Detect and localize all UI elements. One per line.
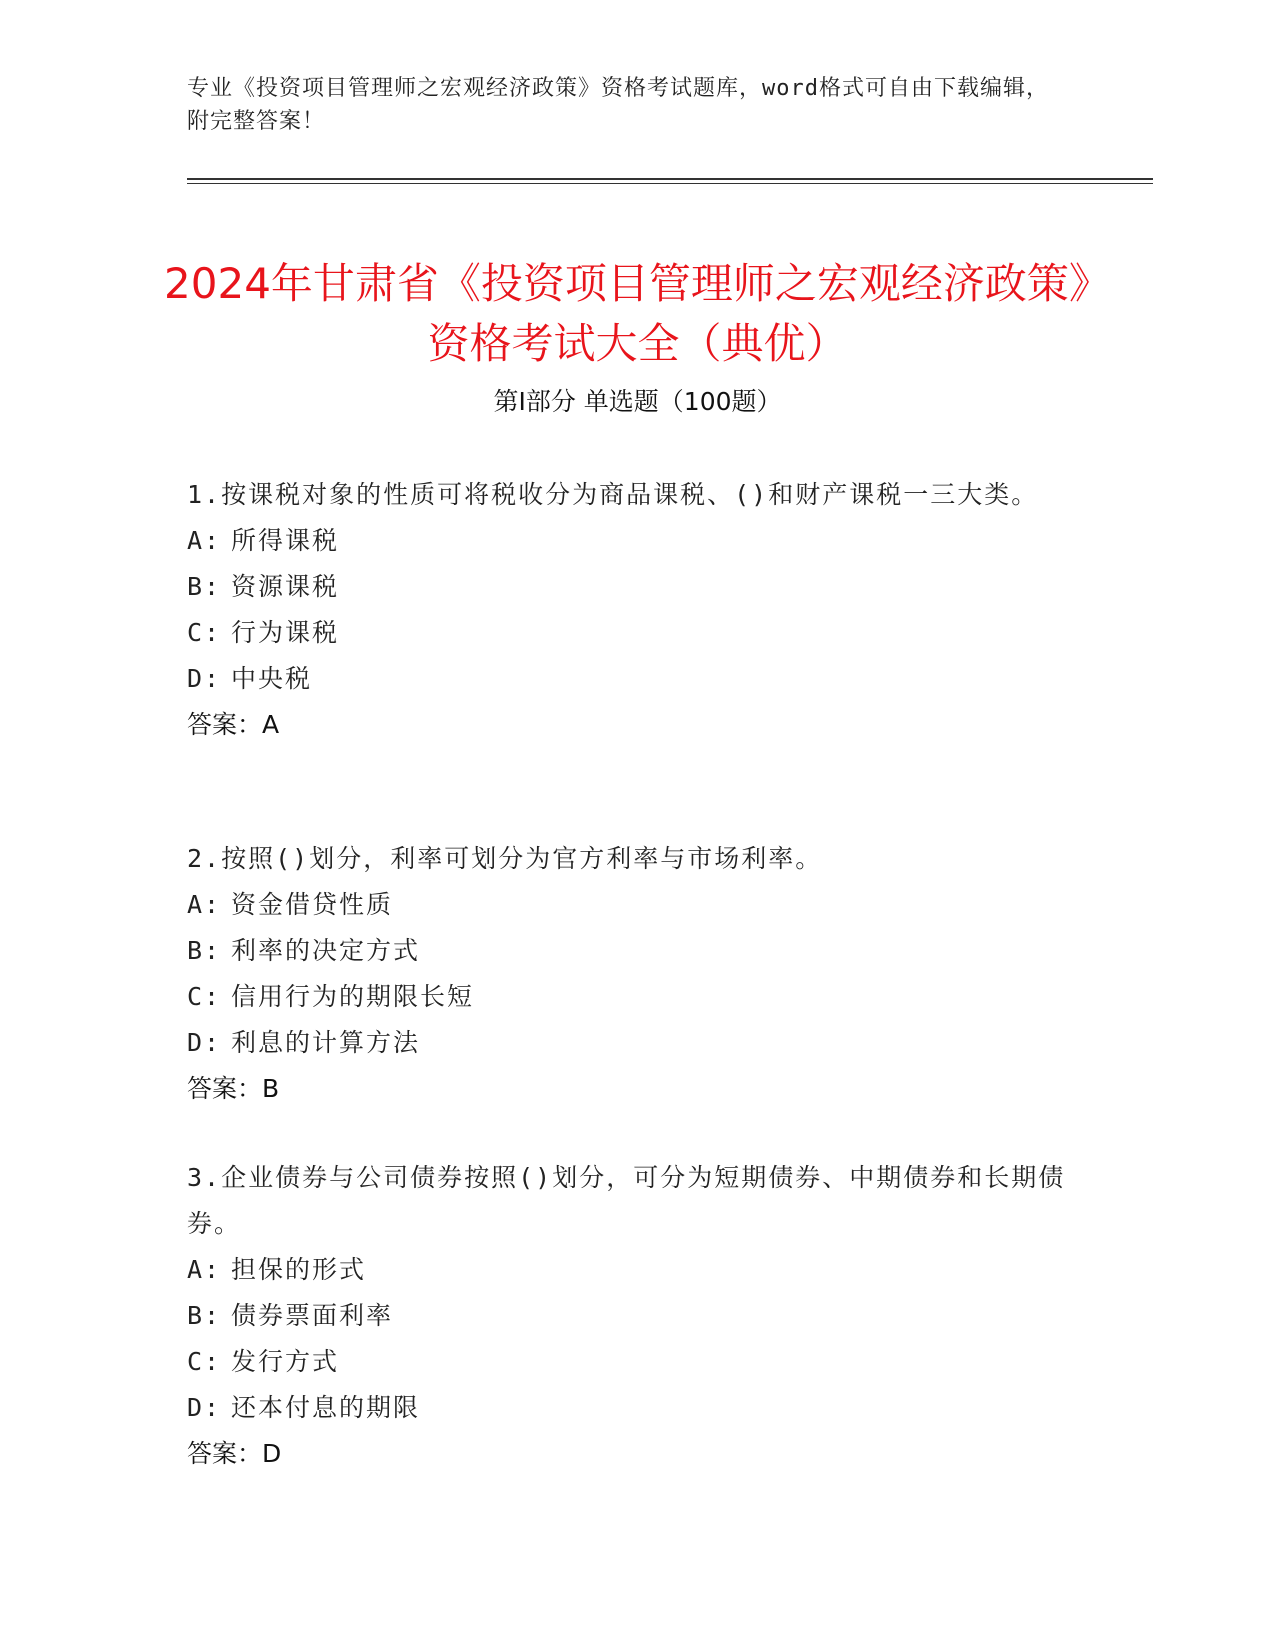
question-stem: 3.企业债券与公司债券按照()划分，可分为短期债券、中期债券和长期债券。 [187, 1163, 1066, 1238]
document-title: 2024年甘肃省《投资项目管理师之宏观经济政策》资格考试大全（典优） [164, 259, 1111, 369]
answer-label: 答案： [187, 1074, 263, 1103]
option-text: 发行方式 [231, 1347, 340, 1376]
question-3 [187, 1155, 1067, 1477]
answer-value: A [262, 710, 280, 739]
answer-line [187, 1066, 1067, 1112]
option-text: 债券票面利率 [231, 1301, 394, 1330]
option-c [187, 1339, 1067, 1385]
option-key: D: [187, 664, 222, 693]
option-b [187, 1293, 1067, 1339]
option-c [187, 974, 1067, 1020]
option-key: A: [187, 1255, 222, 1284]
option-key: B: [187, 936, 222, 965]
option-text: 还本付息的期限 [231, 1393, 421, 1422]
option-key: A: [187, 526, 222, 555]
option-text: 利息的计算方法 [231, 1028, 421, 1057]
option-a [187, 882, 1067, 928]
option-key: C: [187, 618, 222, 647]
question-stem: 1.按课税对象的性质可将税收分为商品课税、()和财产课税一三大类。 [187, 480, 1039, 509]
option-text: 担保的形式 [231, 1255, 367, 1284]
header-divider-thick [187, 178, 1153, 180]
answer-line [187, 702, 1067, 748]
answer-line [187, 1431, 1067, 1477]
option-b [187, 928, 1067, 974]
option-a [187, 518, 1067, 564]
option-key: D: [187, 1028, 222, 1057]
option-text: 资金借贷性质 [231, 890, 394, 919]
answer-label: 答案： [187, 1439, 263, 1468]
answer-value: B [262, 1074, 280, 1103]
option-key: B: [187, 572, 222, 601]
option-key: A: [187, 890, 222, 919]
question-1 [187, 472, 1067, 748]
option-text: 行为课税 [231, 618, 340, 647]
option-b [187, 564, 1067, 610]
option-text: 利率的决定方式 [231, 936, 421, 965]
section-title: 第Ⅰ部分 单选题（100题） [493, 387, 782, 416]
header-note: 专业《投资项目管理师之宏观经济政策》资格考试题库，word格式可自由下载编辑，附完整答案！ [187, 76, 1049, 134]
option-key: D: [187, 1393, 222, 1422]
question-stem: 2.按照()划分，利率可划分为官方利率与市场利率。 [187, 844, 823, 873]
header-divider-thin [187, 183, 1153, 184]
option-d [187, 1385, 1067, 1431]
question-2 [187, 836, 1067, 1112]
answer-label: 答案： [187, 710, 263, 739]
option-text: 资源课税 [231, 572, 340, 601]
option-text: 所得课税 [231, 526, 340, 555]
option-key: B: [187, 1301, 222, 1330]
option-d [187, 656, 1067, 702]
answer-value: D [262, 1439, 282, 1468]
option-c [187, 610, 1067, 656]
option-key: C: [187, 982, 222, 1011]
option-text: 信用行为的期限长短 [231, 982, 475, 1011]
option-text: 中央税 [231, 664, 313, 693]
option-key: C: [187, 1347, 222, 1376]
option-a [187, 1247, 1067, 1293]
option-d [187, 1020, 1067, 1066]
